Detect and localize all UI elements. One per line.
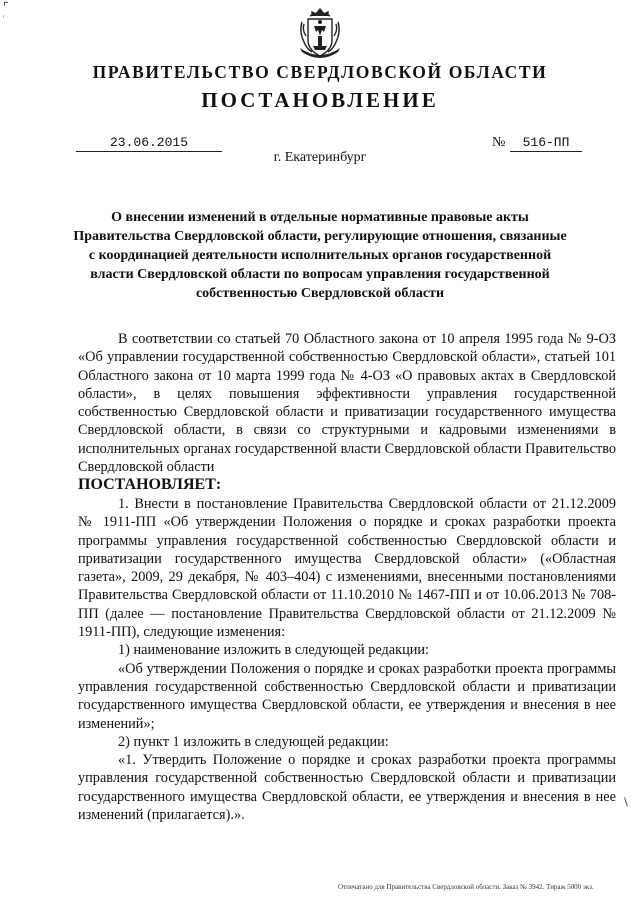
document-city: г. Екатеринбург [273, 150, 367, 165]
item-1-paragraph: 1. Внести в постановление Правительства Свердловской области от 21.12.2009 № 1911-ПП «Об утверждении Положения о порядке и сроках разработки проекта программы управления государственной собственностью Свердловской области и приватизации государственного имущества Свердловской области» («Областная газета», 2009, 29 декабря, № 403–404) с изменениями, внесенными постановлениями Правительства Свердловской области от 11.10.2010 № 1467-ПП и от 10.06.2013 № 708-ПП (далее — постановление Правительства Свердловской области от 21.12.2009 № 1911-ПП), следующие изменения: [78, 495, 616, 641]
subitem-2-text: «1. Утвердить Положение о порядке и сроках разработки проекта программы управления государственной собственностью Свердловской области и приватизации государственного имущества Свердловской области, ее утверждения и внесения в нее изменений (прилагается).». [78, 752, 616, 824]
subitem-1-paragraph: 1) наименование изложить в следующей редакции: [118, 642, 429, 659]
number-label: № [492, 135, 506, 150]
scan-mark: ∖ [622, 797, 630, 809]
preamble-paragraph: В соответствии со статьей 70 Областного закона от 10 апреля 1995 года № 9-ОЗ «Об управлении государственной собственностью Свердловской области», статьей 101 Областного закона от 10 марта 1999 года № 4-ОЗ «О правовых актах в Свердловской области», в целях повышения эффективности управления государственной собственностью Свердловской области и приватизации государственного имущества Свердловской области, в связи со структурными и кадровыми изменениями в исполнительных органах государственной власти Свердловской области Правительство Свердловской области [78, 331, 616, 476]
document-title: О внесении изменений в отдельные нормативные правовые акты Правительства Свердловской области, регулирующие отношения, связанные с координацией деятельности исполнительных органов государственной власти Свердловской области по вопросам управления государственной собственностью Свердловской области [73, 210, 567, 301]
subitem-1-text: «Об утверждении Положения о порядке и сроках разработки проекта программы управления государственной собственностью Свердловской области и приватизации государственного имущества Свердловской области, ее утверждения и внесения в нее изменений»; [78, 660, 616, 732]
document-body [78, 330, 616, 824]
resolve-heading: ПОСТАНОВЛЯЕТ: [78, 476, 222, 494]
document-date: 23.06.2015 [76, 135, 222, 152]
document-type: ПОСТАНОВЛЕНИЕ [201, 88, 439, 112]
scan-mark: ' [3, 14, 5, 23]
scan-mark: ⌜ [3, 0, 9, 14]
document-number: 516-ПП [510, 135, 582, 152]
coat-of-arms-icon [296, 2, 344, 60]
subitem-2-paragraph: 2) пункт 1 изложить в следующей редакции: [118, 733, 389, 750]
print-note: Отпечатано для Правительства Свердловской области. Заказ № 3942. Тираж 5000 экз. [338, 883, 594, 891]
government-title: ПРАВИТЕЛЬСТВО СВЕРДЛОВСКОЙ ОБЛАСТИ [92, 62, 548, 82]
